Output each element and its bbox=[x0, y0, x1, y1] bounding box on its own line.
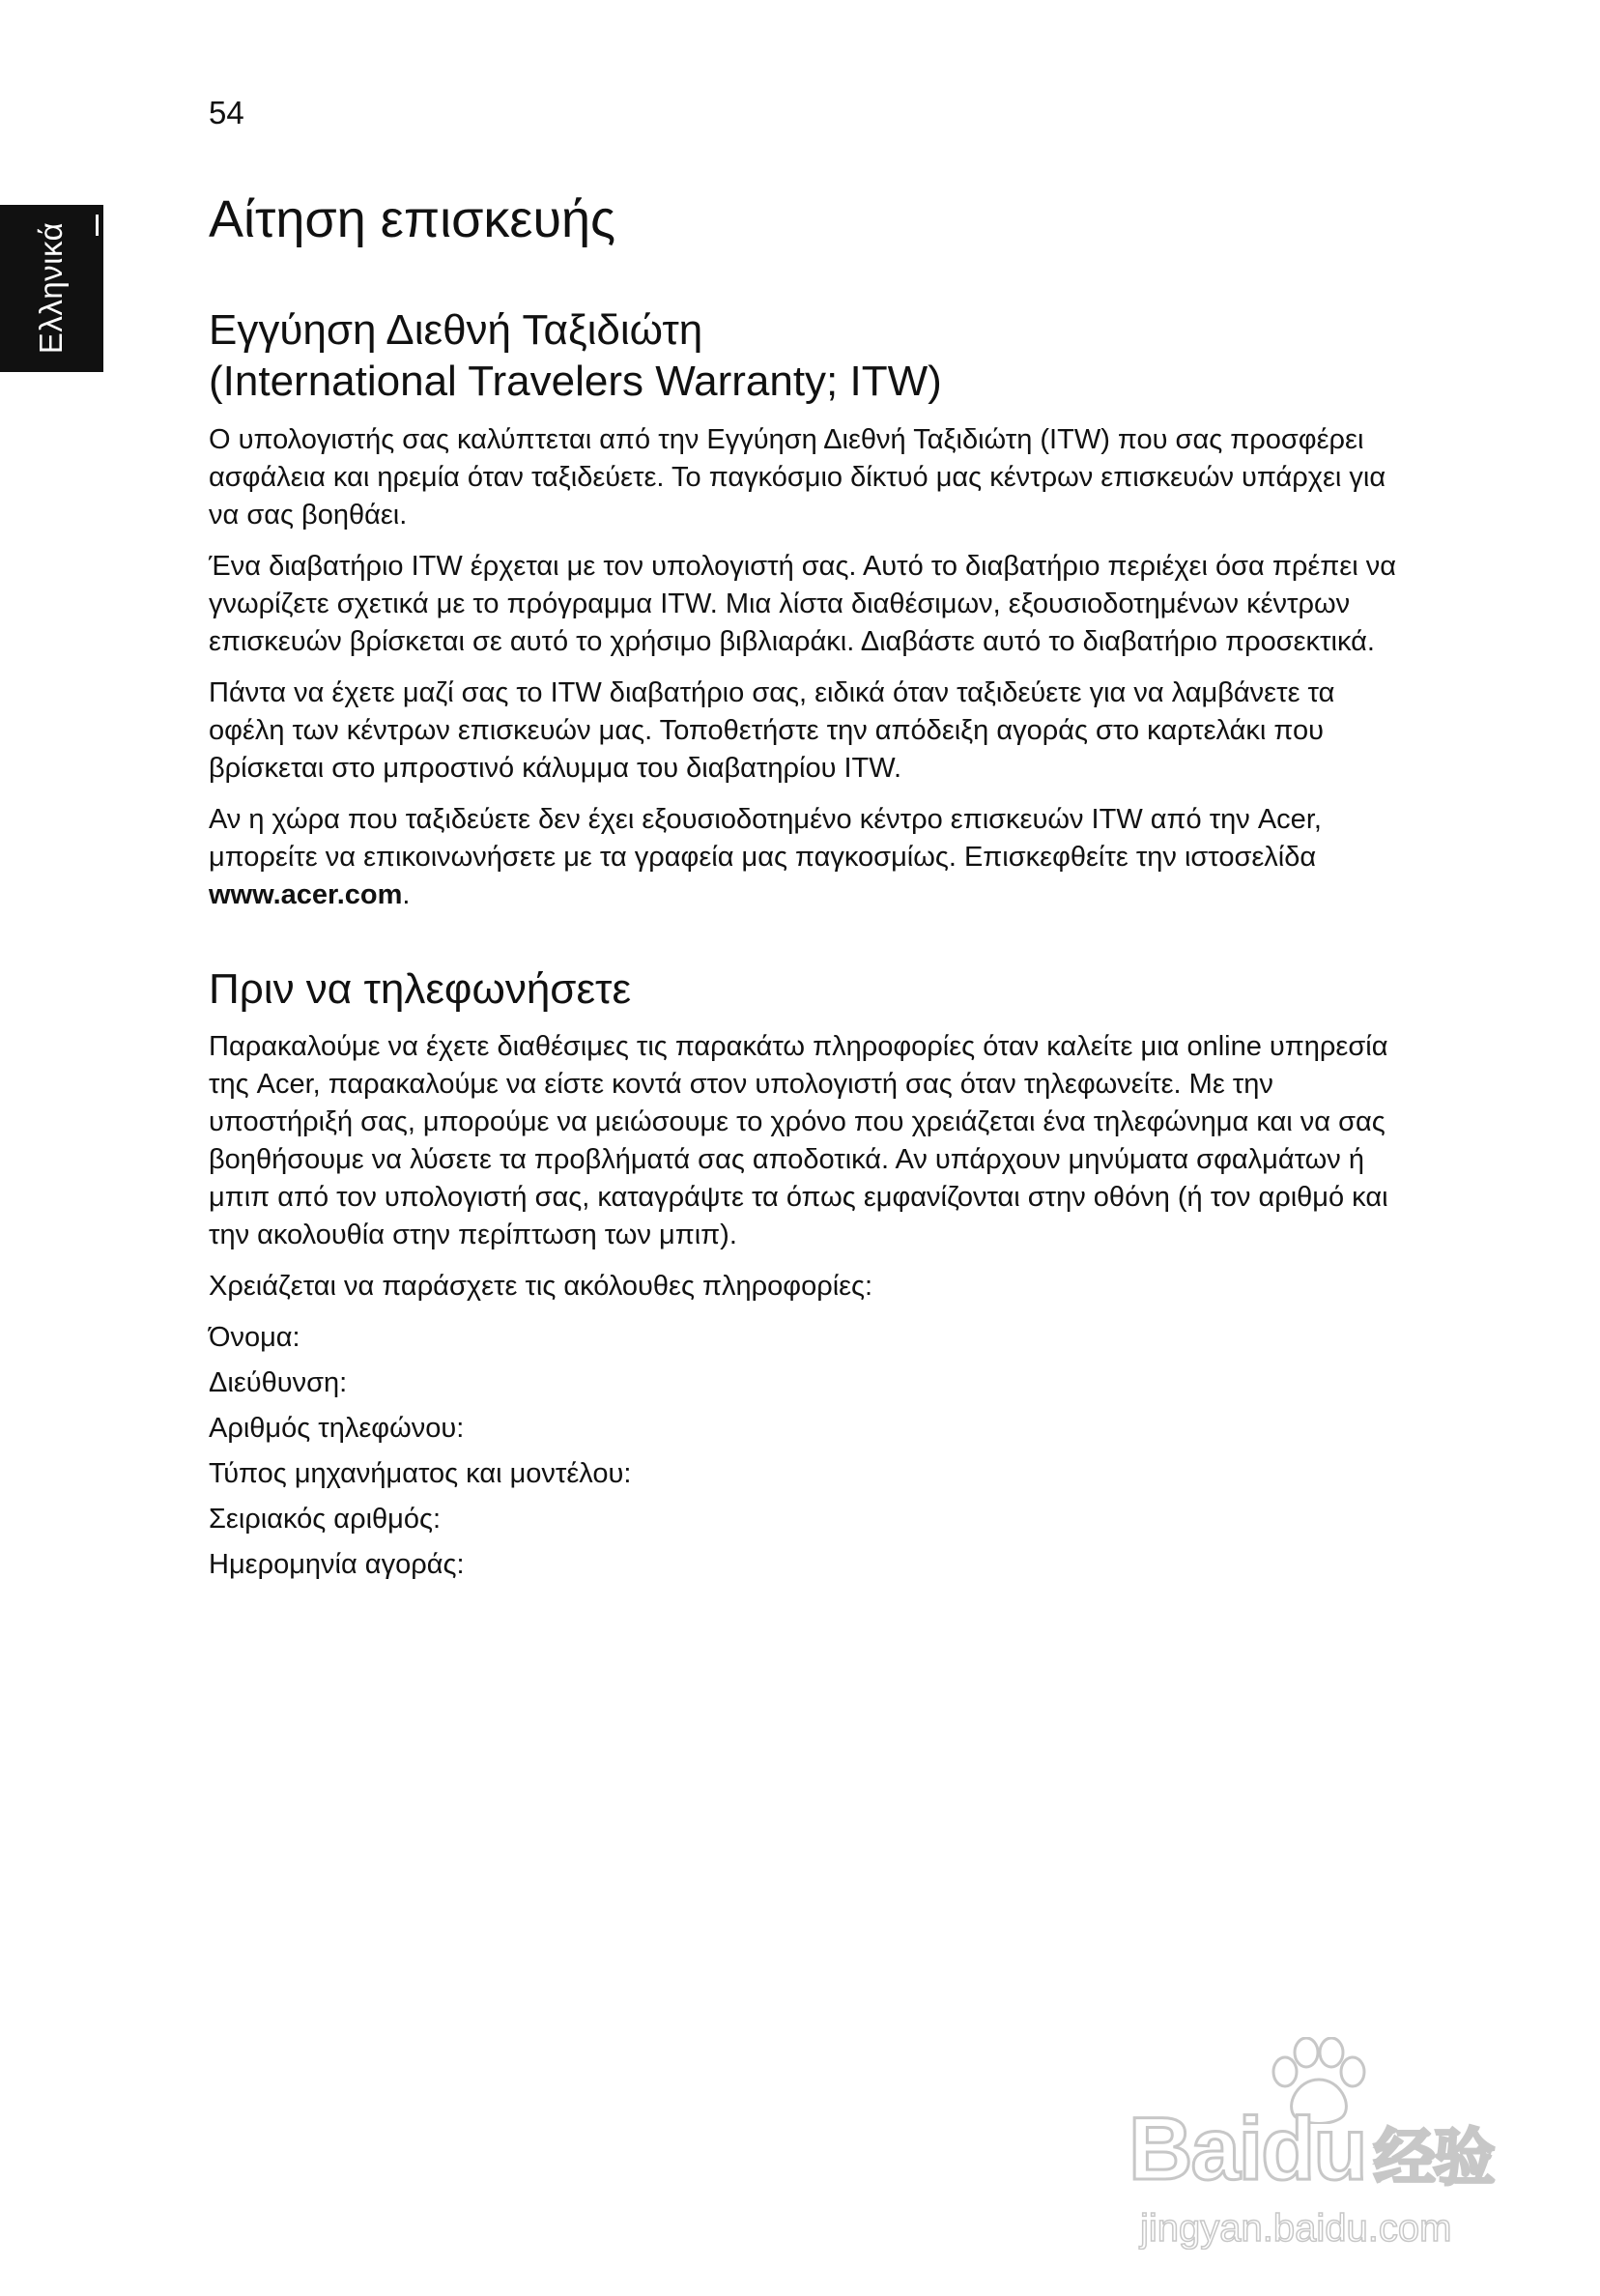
page-title: Αίτηση επισκευής bbox=[209, 190, 616, 248]
itw-paragraph-4-text: Αν η χώρα που ταξιδεύετε δεν έχει εξουσιοδοτημένο κέντρο επισκευών ITW από την Acer, μπορείτε να επικοινωνήσετε με τα γραφεία μας παγκοσμίως. Επισκεφθείτε την ιστοσελίδα bbox=[209, 803, 1322, 873]
before-call-heading: Πριν να τηλεφωνήσετε bbox=[209, 964, 632, 1013]
itw-section bbox=[209, 305, 1407, 914]
page-number: 54 bbox=[209, 95, 244, 130]
watermark-main-text bbox=[1129, 2099, 1494, 2200]
itw-paragraph-2: Ένα διαβατήριο ITW έρχεται με τον υπολογιστή σας. Αυτό το διαβατήριο περιέχει όσα πρέπει να γνωρίζετε σχετικά με το πρόγραμμα ITW. Μια λίστα διαθέσιμων, εξουσιοδοτημένων κέντρων επισκευών βρίσκεται σε αυτό το χρήσιμο βιβλιαράκι. Διαβάστε αυτό το διαβατήριο προσεκτικά. bbox=[209, 550, 1396, 657]
required-info-intro: Χρειάζεται να παράσχετε τις ακόλουθες πληροφορίες: bbox=[209, 1271, 873, 1303]
itw-heading-line1: Εγγύηση Διεθνή Ταξιδιώτη bbox=[209, 306, 703, 355]
itw-heading-line2: (International Travelers Warranty; ITW) bbox=[209, 357, 942, 405]
language-tab-label: Ελληνικά bbox=[33, 221, 69, 355]
before-call-section bbox=[209, 964, 1407, 1585]
itw-paragraph-3: Πάντα να έχετε μαζί σας το ITW διαβατήριο σας, ειδικά όταν ταξιδεύετε για να λαμβάνετε τα οφέλη των κέντρων επισκευών μας. Τοποθετήστε την απόδειξη αγοράς στο καρτελάκι που βρίσκεται στο μπροστινό κάλυμμα του διαβατηρίου ITW. bbox=[209, 676, 1335, 784]
itw-paragraph-1: Ο υπολογιστής σας καλύπτεται από την Εγγύηση Διεθνή Ταξιδιώτη (ITW) που σας προσφέρει ασφάλεια και ηρεμία όταν ταξιδεύετε. Το παγκόσμιο δίκτυό μας κέντρων επισκευών υπάρχει για να σας βοηθάει. bbox=[209, 423, 1386, 531]
field-address: Διεύθυνση: bbox=[209, 1367, 348, 1399]
field-machine-model: Τύπος μηχανήματος και μοντέλου: bbox=[209, 1458, 632, 1490]
watermark-sub-text: jingyan.baidu.com bbox=[1140, 2207, 1452, 2250]
watermark-brand: Baidu bbox=[1129, 2100, 1366, 2198]
field-purchase-date: Ημερομηνία αγοράς: bbox=[209, 1549, 465, 1581]
before-call-paragraph: Παρακαλούμε να έχετε διαθέσιμες τις παρακάτω πληροφορίες όταν καλείτε μια online υπηρεσία της Acer, παρακαλούμε να είστε κοντά στον υπολογιστή σας όταν τηλεφωνείτε. Με την υποστήριξή σας, μπορούμε να μειώσουμε το χρόνο που χρειάζεται ένα τηλεφώνημα και να σας βοηθήσουμε να λύσετε τα προβλήματά σας αποδοτικά. Αν υπάρχουν μηνύματα σφαλμάτων ή μπιπ από τον υπολογιστή σας, καταγράψτε τα όπως εμφανίζονται στην οθόνη (ή τον αριθμό και την ακολουθία στην περίπτωση των μπιπ). bbox=[209, 1031, 1388, 1251]
field-phone: Αριθμός τηλεφώνου: bbox=[209, 1413, 465, 1445]
language-side-tab bbox=[0, 205, 103, 372]
side-tab-tick bbox=[96, 215, 99, 236]
itw-paragraph-4-end: . bbox=[402, 878, 411, 910]
baidu-watermark bbox=[1129, 2037, 1515, 2259]
watermark-cn: 经验 bbox=[1373, 2123, 1494, 2193]
field-name: Όνομα: bbox=[209, 1322, 300, 1354]
acer-website-link[interactable]: www.acer.com bbox=[209, 878, 403, 910]
itw-paragraph-4 bbox=[209, 801, 1407, 914]
required-info-list bbox=[209, 1319, 1407, 1584]
page-content bbox=[209, 189, 1407, 1592]
field-serial-number: Σειριακός αριθμός: bbox=[209, 1504, 442, 1535]
itw-heading bbox=[209, 305, 1407, 408]
